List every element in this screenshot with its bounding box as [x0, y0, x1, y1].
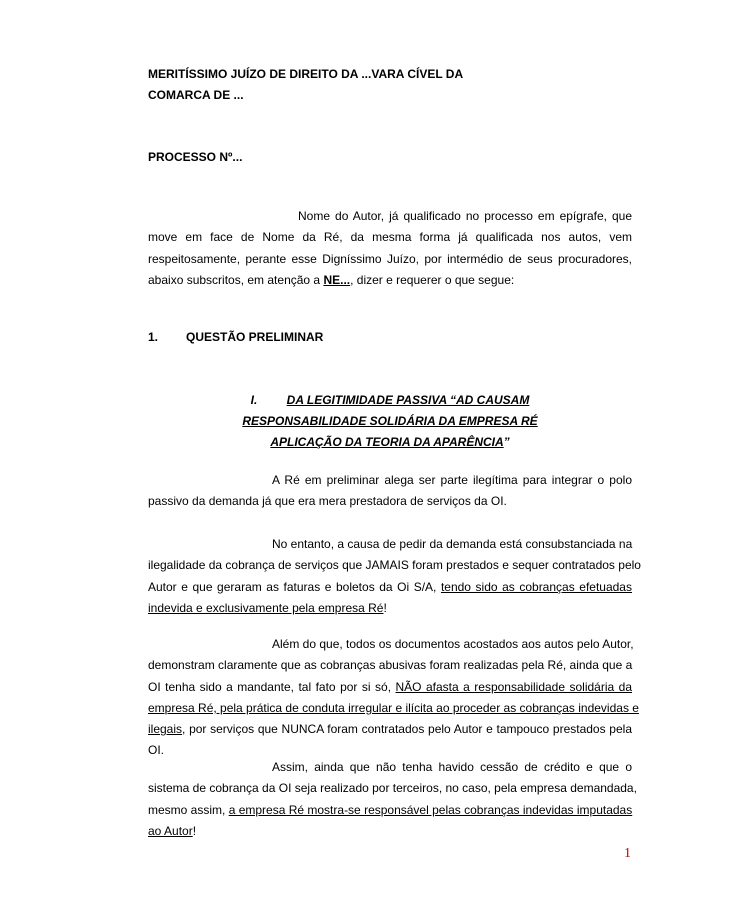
p4-line: [148, 800, 632, 821]
p3-emphasis: ilegais: [148, 722, 183, 737]
subsection-line1: [148, 390, 632, 411]
page-number: 1: [624, 846, 631, 861]
p2-emphasis: tendo sido as cobranças efetuadas: [440, 579, 632, 594]
paragraph-1: [148, 470, 632, 513]
subsection-title-1: DA LEGITIMIDADE PASSIVA “AD CAUSAM: [286, 393, 530, 407]
p4-line: [148, 821, 632, 842]
subsection-title-3: APLICAÇÃO DA TEORIA DA APARÊNCIA: [270, 435, 504, 449]
subsection-line3: [148, 432, 632, 453]
p2-line: [148, 577, 632, 598]
p1-line: A Ré em preliminar alega ser parte ilegítima para integrar o polo: [272, 473, 632, 487]
p3-line: [148, 719, 632, 740]
p2-line: No entanto, a causa de pedir da demanda está consubstanciada na: [272, 537, 633, 551]
p3-line: demonstram claramente que as cobranças abusivas foram realizadas pela Ré, ainda que a: [148, 658, 633, 673]
paragraph-4: [148, 757, 637, 842]
section-heading: [148, 330, 323, 344]
p3-text: OI tenha sido a mandante, tal fato por si só,: [148, 679, 396, 694]
section-number: 1.: [148, 330, 159, 344]
court-address: [148, 64, 463, 106]
p2-line: ilegalidade da cobrança de serviços que JAMAIS foram prestados e sequer contratados pelo: [148, 558, 641, 573]
intro-text: abaixo subscritos, em atenção a: [148, 272, 324, 287]
intro-line: Nome do Autor, já qualificado no processo em epígrafe, que: [298, 209, 632, 223]
p2-line: [148, 598, 632, 619]
p4-emphasis: ao Autor: [148, 823, 193, 838]
p3-emphasis: NÃO afasta a responsabilidade solidária da: [395, 679, 633, 694]
subsection-roman: I.: [250, 393, 258, 407]
p2-emphasis: indevida e exclusivamente pela empresa Ré: [148, 600, 384, 615]
subsection-quote-end: ”: [503, 435, 510, 449]
intro-line: move em face de Nome da Ré, da mesma forma já qualificada nos autos, vem: [148, 230, 632, 245]
ne-reference: NE...: [323, 272, 351, 287]
court-address-line1: MERITÍSSIMO JUÍZO DE DIREITO DA ...VARA CÍVEL DA: [148, 67, 464, 81]
p4-emphasis: a empresa Ré mostra-se responsável pelas cobranças indevidas imputadas: [228, 802, 633, 817]
p4-text: mesmo assim,: [148, 802, 229, 817]
paragraph-2: [148, 534, 641, 619]
p3-line: OI.: [148, 743, 165, 758]
subsection-title-2: RESPONSABILIDADE SOLIDÁRIA DA EMPRESA RÉ: [242, 414, 538, 428]
subsection-heading: [148, 390, 632, 453]
paragraph-3: [148, 634, 639, 762]
p3-line: Além do que, todos os documentos acostados aos autos pelo Autor,: [272, 637, 634, 651]
p4-line: sistema de cobrança da OI seja realizado por terceiros, no caso, pela empresa demandada,: [148, 781, 637, 796]
p3-text: , por serviços que NUNCA foram contratados pelo Autor e tampouco prestados pela: [182, 722, 632, 737]
p3-line: empresa Ré, pela prática de conduta irregular e ilícita ao proceder as cobranças indevidas e: [148, 700, 639, 715]
p4-text: !: [192, 823, 197, 838]
intro-paragraph: [148, 206, 632, 291]
p2-text: Autor e que geraram as faturas e boletos da Oi S/A,: [148, 579, 441, 594]
p1-line: passivo da demanda já que era mera prestadora de serviços da OI.: [148, 494, 507, 509]
p3-line: [148, 677, 632, 698]
intro-line: respeitosamente, perante esse Digníssimo Juízo, por intermédio de seus procuradores,: [148, 251, 632, 266]
intro-text: , dizer e requerer o que segue:: [350, 272, 515, 287]
court-address-line2: COMARCA DE ...: [148, 88, 244, 102]
intro-line: [148, 270, 632, 291]
p2-text: !: [383, 600, 387, 615]
p4-line: Assim, ainda que não tenha havido cessão de crédito e que o: [272, 760, 632, 774]
process-number: PROCESSO Nº...: [148, 150, 243, 164]
section-title: QUESTÃO PRELIMINAR: [186, 330, 324, 344]
